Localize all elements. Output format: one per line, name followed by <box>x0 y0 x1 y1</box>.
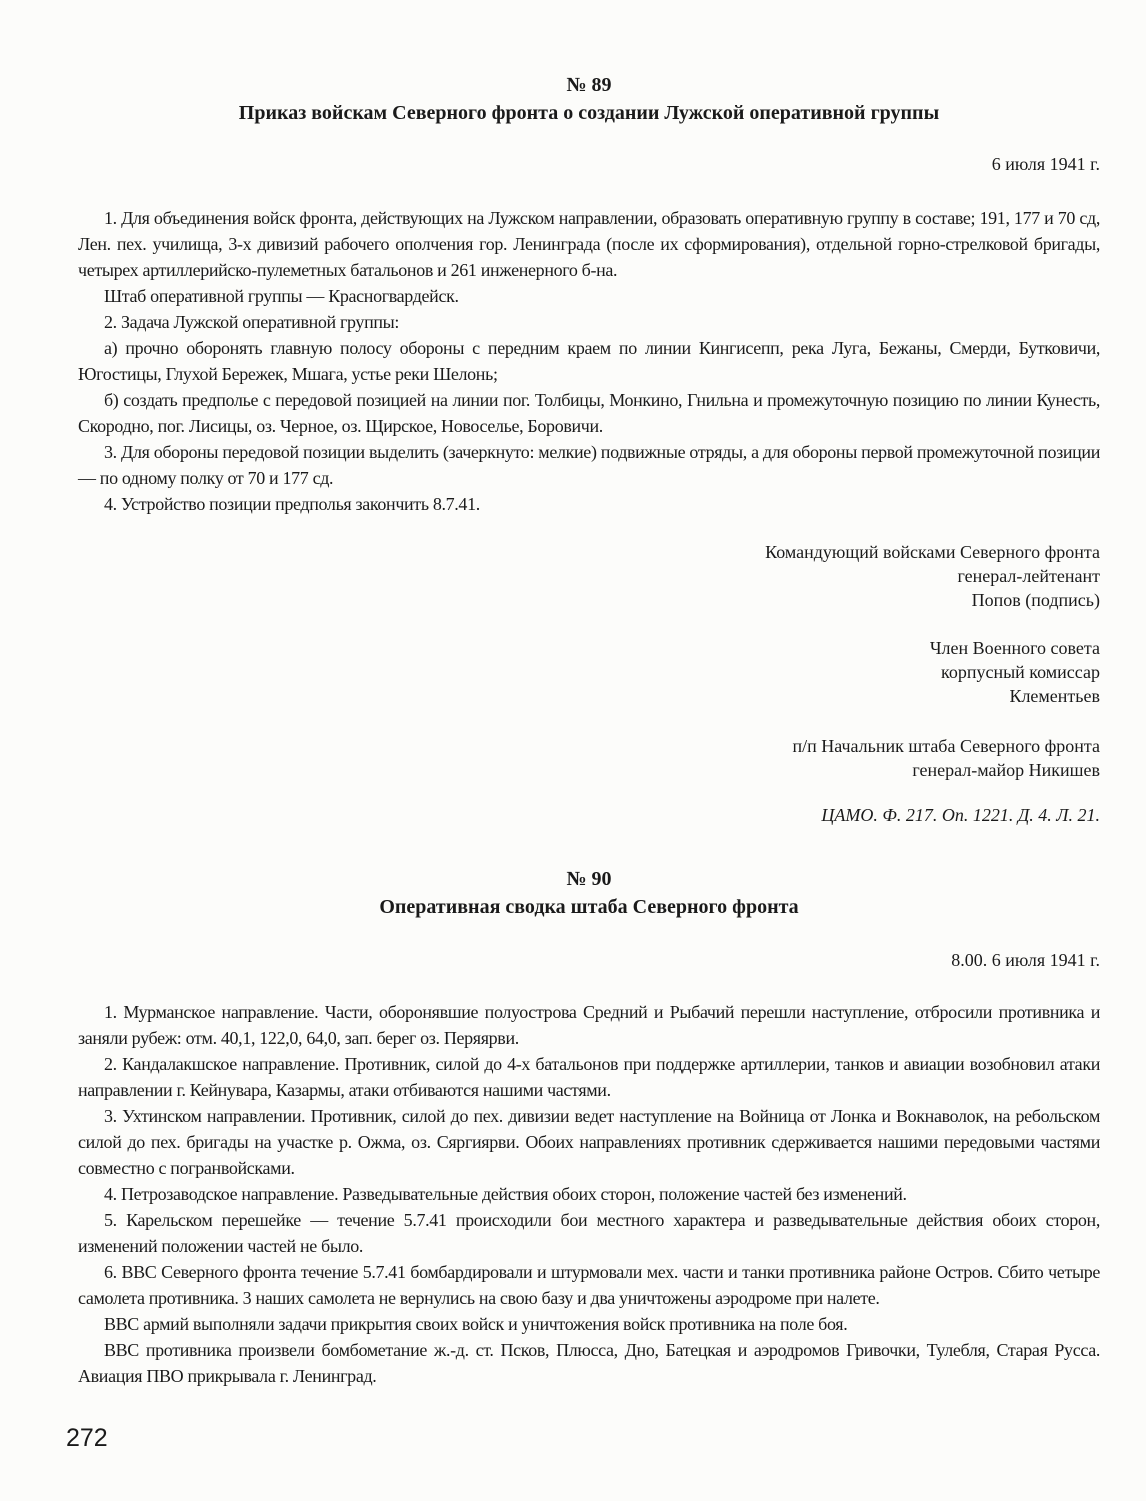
paragraph: 3. Ухтинском направлении. Противник, силой до пех. дивизии ведет наступление на Войница от Лонка и Вокнаволок, на ребольском силой до пех. бригады на участке р. Ожма, оз. Сяргиярви. Обоих направлениях противник сдерживается нашими передовыми частями совместно с погранвойсками. <box>78 1106 1100 1178</box>
paragraph: 1. Для объединения войск фронта, действующих на Лужском направлении, образовать оперативную группу в составе; 191, 177 и 70 сд, Лен. пех. училища, 3-х дивизий рабочего ополчения гор. Ленинграда (после их сформирования), отдельной горно-стрелковой бригады, четырех артиллерийско-пулеметных батальонов и 261 инженерного б-на. <box>78 208 1100 280</box>
doc90-number: № 90 <box>566 868 612 890</box>
paragraph: 3. Для обороны передовой позиции выделить (зачеркнуто: мелкие) подвижные отряды, а для обороны первой промежуточной позиции — по одному полку от 70 и 177 сд. <box>78 442 1100 488</box>
signature-chief-of-staff <box>78 734 1100 782</box>
paragraph: 4. Устройство позиции предполья закончить 8.7.41. <box>104 494 480 514</box>
archive-source: ЦАМО. Ф. 217. Оп. 1221. Д. 4. Л. 21. <box>821 805 1100 825</box>
paragraph: 6. ВВС Северного фронта течение 5.7.41 бомбардировали и штурмовали мех. части и танки противника районе Остров. Сбито четыре самолета противника. 3 наших самолета не вернулись на свою базу и два уничтожены аэродроме при налете. <box>78 1262 1100 1308</box>
paragraph: 5. Карельском перешейке — течение 5.7.41 происходили бои местного характера и разведывательные действия обоих сторон, изменений положении частей не было. <box>78 1210 1100 1256</box>
signature-line: Клементьев <box>1009 686 1100 706</box>
signature-line: корпусный комиссар <box>940 662 1100 682</box>
paragraph: 2. Задача Лужской оперативной группы: <box>104 312 400 332</box>
doc89-number: № 89 <box>566 74 612 96</box>
doc89-title: Приказ войскам Северного фронта о создании Лужской оперативной группы <box>238 102 940 124</box>
doc90-body <box>78 999 1100 1389</box>
paragraph: ВВС армий выполняли задачи прикрытия своих войск и уничтожения войск противника на поле боя. <box>104 1314 848 1334</box>
signature-council-member <box>78 636 1100 708</box>
signature-line: Попов (подпись) <box>971 590 1100 610</box>
signature-line: п/п Начальник штаба Северного фронта <box>792 736 1100 756</box>
signature-line: генерал-лейтенант <box>957 566 1100 586</box>
paragraph: Штаб оперативной группы — Красногвардейск. <box>104 286 459 306</box>
page-number: 272 <box>66 1424 108 1452</box>
paragraph: б) создать предполье с передовой позицией на линии пог. Толбицы, Монкино, Гнильна и промежуточную позицию по линии Кунесть, Скородно, пог. Лисицы, оз. Черное, оз. Щирское, Новоселье, Боровичи. <box>78 390 1100 436</box>
paragraph: 1. Мурманское направление. Части, оборонявшие полуострова Средний и Рыбачий перешли наступление, отбросили противника и заняли рубеж: отм. 40,1, 122,0, 64,0, зап. берег оз. Перяярви. <box>78 1002 1100 1048</box>
paragraph: ВВС противника произвели бомбометание ж.-д. ст. Псков, Плюсса, Дно, Батецкая и аэродромов Гривочки, Тулебля, Старая Русса. Авиация ПВО прикрывала г. Ленинград. <box>78 1340 1100 1386</box>
paragraph: 4. Петрозаводское направление. Разведывательные действия обоих сторон, положение частей без изменений. <box>104 1184 907 1204</box>
doc89-body <box>78 205 1100 517</box>
signature-commander <box>78 540 1100 612</box>
doc90-date: 8.00. 6 июля 1941 г. <box>951 950 1100 970</box>
paragraph: а) прочно оборонять главную полосу обороны с передним краем по линии Кингисепп, река Луга, Бежаны, Смерди, Бутковичи, Югостицы, Глухой Бережек, Мшага, устье реки Шелонь; <box>78 338 1100 384</box>
signature-line: Командующий войсками Северного фронта <box>765 542 1100 562</box>
signature-line: Член Военного совета <box>929 638 1100 658</box>
doc90-title: Оперативная сводка штаба Северного фронта <box>379 896 799 918</box>
doc89-date: 6 июля 1941 г. <box>991 154 1100 174</box>
signature-line: генерал-майор Никишев <box>912 760 1100 780</box>
paragraph: 2. Кандалакшское направление. Противник, силой до 4-х батальонов при поддержке артиллерии, танков и авиации возобновил атаки направлении г. Кейнувара, Казармы, атаки отбиваются нашими частями. <box>78 1054 1100 1100</box>
